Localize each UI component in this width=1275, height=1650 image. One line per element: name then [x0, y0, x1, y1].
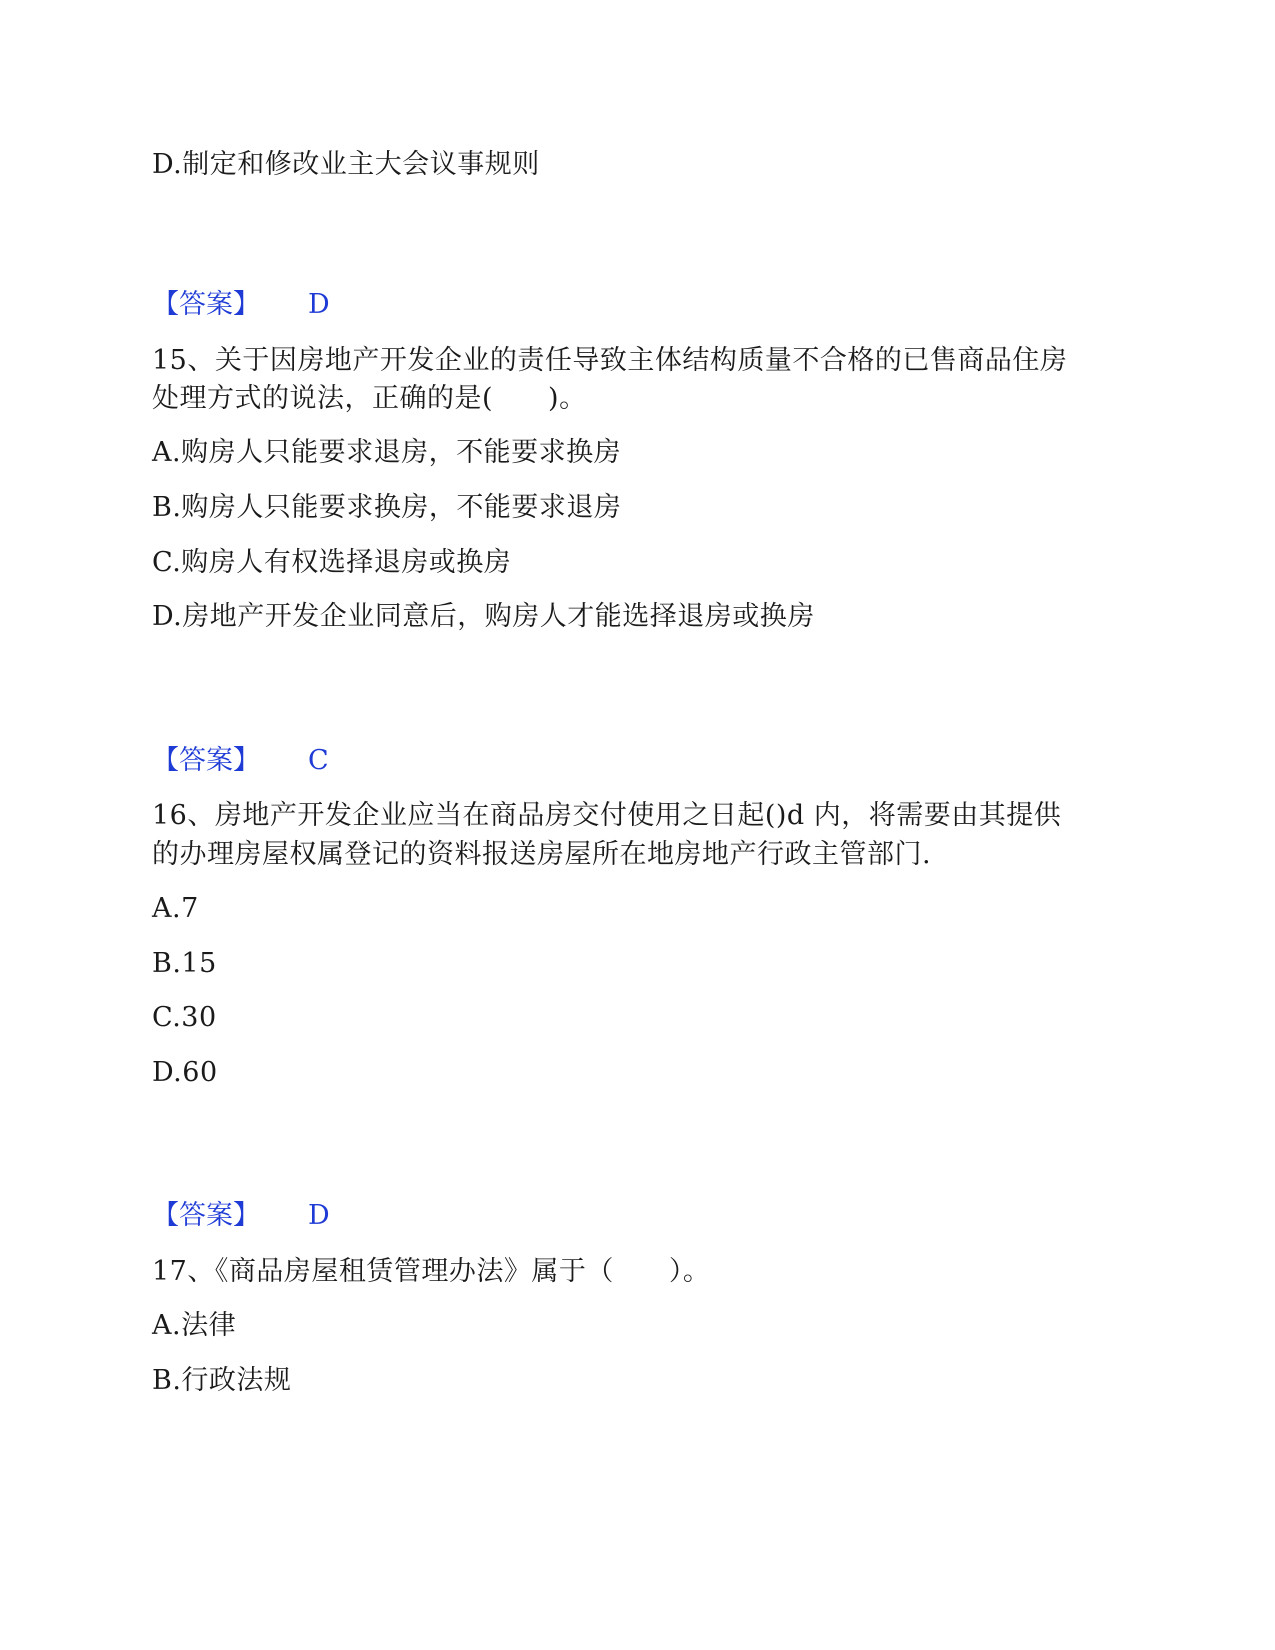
answer-label: 【答案】: [152, 1200, 260, 1231]
q16-stem-line1: 16、房地产开发企业应当在商品房交付使用之日起()d 内，将需要由其提供: [152, 800, 1062, 831]
answer-value: D: [308, 1200, 330, 1231]
q16-option-a: A.7: [152, 893, 199, 924]
answer-label: 【答案】: [152, 289, 260, 320]
q17-option-b: B.行政法规: [152, 1365, 292, 1396]
q16-option-d: D.60: [152, 1057, 218, 1088]
q15-stem-line1: 15、关于因房地产开发企业的责任导致主体结构质量不合格的已售商品住房: [152, 345, 1068, 376]
q15-option-b: B.购房人只能要求换房，不能要求退房: [152, 492, 622, 523]
q15-option-d: D.房地产开发企业同意后，购房人才能选择退房或换房: [152, 601, 815, 632]
answer-label: 【答案】: [152, 745, 260, 776]
answer-value: D: [308, 289, 330, 320]
q16-option-c: C.30: [152, 1002, 217, 1033]
answer-14: [152, 288, 330, 322]
prev-question-option-d: D.制定和修改业主大会议事规则: [152, 149, 540, 180]
answer-value: C: [308, 745, 329, 776]
answer-15: [152, 744, 329, 778]
answer-16: [152, 1199, 330, 1233]
q15-option-c: C.购房人有权选择退房或换房: [152, 547, 512, 578]
q17-option-a: A.法律: [152, 1310, 237, 1341]
q15-option-a: A.购房人只能要求退房，不能要求换房: [152, 437, 622, 468]
q16-stem-line2: 的办理房屋权属登记的资料报送房屋所在地房地产行政主管部门.: [152, 839, 932, 870]
q17-stem-line1: 17、《商品房屋租赁管理办法》属于（ ）。: [152, 1256, 711, 1287]
q16-option-b: B.15: [152, 948, 217, 979]
q15-stem-line2: 处理方式的说法，正确的是( )。: [152, 383, 587, 414]
